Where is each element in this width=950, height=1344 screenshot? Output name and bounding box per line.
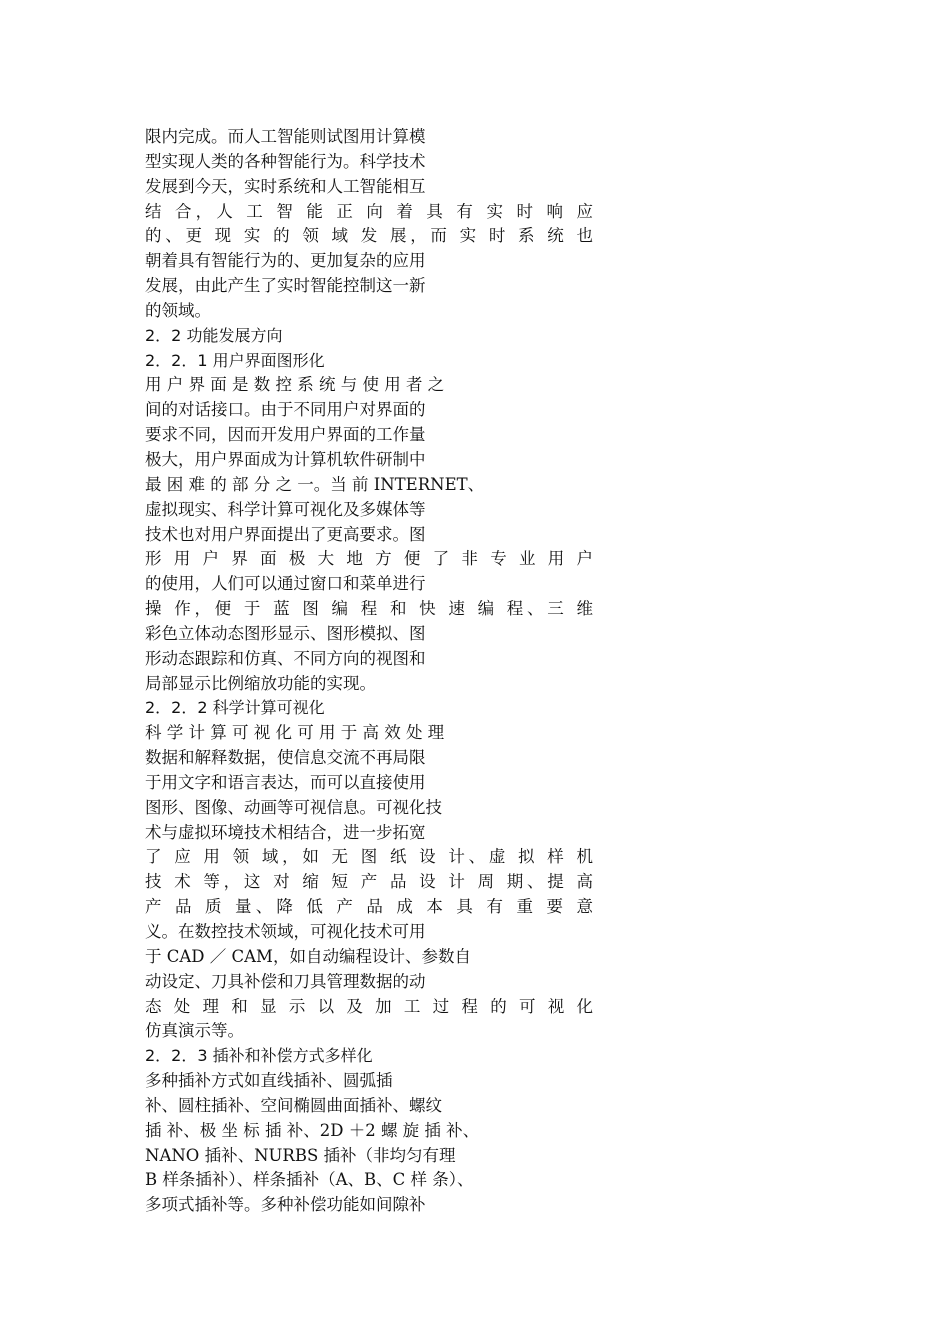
paragraph-line: 限内完成。而人工智能则试图用计算模 [145, 127, 426, 146]
paragraph-line: 朝着具有智能行为的、更加复杂的应用 [145, 251, 426, 271]
paragraph-line: 最 困 难 的 部 分 之 一。当 前 INTERNET、 [145, 474, 485, 494]
paragraph-line: 发展到今天，实时系统和人工智能相互 [145, 176, 426, 196]
section-heading: 2．2．2 科学计算可视化 [145, 698, 325, 718]
paragraph-line: 要求不同，因而开发用户界面的工作量 [145, 425, 426, 445]
paragraph-line: 图形、图像、动画等可视信息。可视化技 [145, 797, 442, 817]
paragraph-line: 型实现人类的各种智能行为。科学技术 [145, 151, 426, 171]
paragraph-line: 了 应 用 领 域，如 无 图 纸 设 计、虚 拟 样 机 [145, 847, 593, 867]
paragraph-line: 形动态跟踪和仿真、不同方向的视图和 [145, 648, 426, 668]
paragraph-line: 多项式插补等。多种补偿功能如间隙补 [145, 1195, 426, 1215]
paragraph-line: 彩色立体动态图形显示、图形模拟、图 [145, 623, 426, 643]
section-heading: 2．2 功能发展方向 [145, 325, 283, 345]
paragraph-line: 数据和解释数据，使信息交流不再局限 [145, 748, 426, 768]
section-heading: 2．2．1 用户界面图形化 [145, 350, 325, 370]
paragraph-line: 补、圆柱插补、空间椭圆曲面插补、螺纹 [145, 1095, 442, 1115]
paragraph-line: 的领域。 [145, 300, 211, 320]
section-heading: 2．2．3 插补和补偿方式多样化 [145, 1046, 373, 1066]
paragraph-line: 形 用 户 界 面 极 大 地 方 便 了 非 专 业 用 户 [145, 549, 593, 569]
paragraph-line: 义。在数控技术领域，可视化技术可用 [145, 922, 426, 941]
paragraph-line: 结 合，人 工 智 能 正 向 着 具 有 实 时 响 应 [145, 201, 593, 221]
paragraph-line: 虚拟现实、科学计算可视化及多媒体等 [145, 499, 426, 519]
paragraph-line: 极大，用户界面成为计算机软件研制中 [145, 449, 426, 469]
paragraph-line: 局部显示比例缩放功能的实现。 [145, 673, 376, 693]
article-text [145, 125, 615, 1218]
paragraph-line: B 样条插补）、样条插补（A、B、C 样 条）、 [145, 1170, 474, 1190]
paragraph-line: NANO 插补、NURBS 插补（非均匀有理 [145, 1145, 456, 1165]
paragraph-line: 多种插补方式如直线插补、圆弧插 [145, 1071, 393, 1091]
paragraph-line: 间的对话接口。由于不同用户对界面的 [145, 400, 426, 420]
paragraph-line: 于用文字和语言表达，而可以直接使用 [145, 772, 426, 792]
paragraph-line: 的使用，人们可以通过窗口和菜单进行 [145, 574, 426, 594]
paragraph-line: 技术也对用户界面提出了更高要求。图 [145, 524, 426, 544]
paragraph-line: 动设定、刀具补偿和刀具管理数据的动 [145, 971, 426, 991]
paragraph-line: 操 作，便 于 蓝 图 编 程 和 快 速 编 程、三 维 [145, 599, 593, 619]
paragraph-line: 插 补、极 坐 标 插 补、2D ＋2 螺 旋 插 补、 [145, 1120, 480, 1140]
paragraph-line: 发展，由此产生了实时智能控制这一新 [145, 276, 426, 296]
paragraph-line: 术与虚拟环境技术相结合，进一步拓宽 [145, 822, 426, 842]
paragraph-line: 于 CAD ／ CAM，如自动编程设计、参数自 [145, 946, 471, 966]
paragraph-line: 产 品 质 量、降 低 产 品 成 本 具 有 重 要 意 [145, 897, 593, 917]
paragraph-line: 科 学 计 算 可 视 化 可 用 于 高 效 处 理 [145, 723, 445, 743]
paragraph-line: 技 术 等，这 对 缩 短 产 品 设 计 周 期、提 高 [145, 872, 593, 892]
paragraph-line: 仿真演示等。 [145, 1021, 244, 1041]
paragraph-line: 态 处 理 和 显 示 以 及 加 工 过 程 的 可 视 化 [145, 996, 593, 1016]
paragraph-line: 用 户 界 面 是 数 控 系 统 与 使 用 者 之 [145, 375, 445, 395]
paragraph-line: 的、更 现 实 的 领 域 发 展，而 实 时 系 统 也 [145, 226, 593, 246]
